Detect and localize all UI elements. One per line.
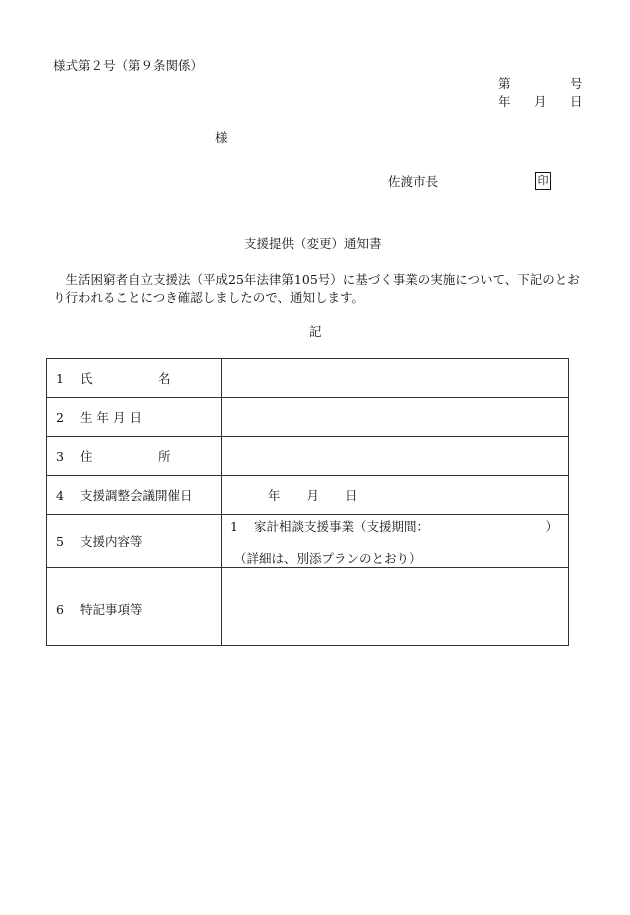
date-day: 日: [570, 94, 583, 109]
doc-number-suffix: 号: [570, 76, 583, 91]
table-row: [47, 515, 569, 568]
doc-number-prefix: 第: [498, 76, 511, 91]
seal-mark: 印: [535, 172, 551, 190]
meeting-day: 日: [345, 488, 358, 503]
document-title: 支援提供（変更）通知書: [244, 236, 382, 251]
date-year: 年: [498, 94, 511, 109]
row-label-address: 3 住 所: [47, 437, 222, 476]
form-number: 様式第２号（第９条関係）: [53, 58, 204, 73]
info-table: [46, 358, 569, 646]
meeting-date-value-cell[interactable]: [222, 476, 569, 515]
support-content-cell[interactable]: 1 家計相談支援事業（支援期間： ） （詳細は、別添プランのとおり）: [222, 515, 569, 568]
table-row: [47, 437, 569, 476]
table-row: [47, 359, 569, 398]
issuer: 佐渡市長: [388, 174, 439, 189]
addressee: 様: [215, 130, 228, 145]
table-row: [47, 476, 569, 515]
table-row: [47, 398, 569, 437]
support-item: 1 家計相談支援事業（支援期間：: [230, 519, 430, 534]
row-label-name: 1 氏 名: [47, 359, 222, 398]
row-label-support-content: 5 支援内容等: [47, 515, 222, 568]
address-value-cell[interactable]: [222, 437, 569, 476]
date-month: 月: [534, 94, 547, 109]
birthdate-value-cell[interactable]: [222, 398, 569, 437]
row-label-meeting-date: 4 支援調整会議開催日: [47, 476, 222, 515]
name-value-cell[interactable]: [222, 359, 569, 398]
ki-heading: 記: [309, 324, 322, 339]
table-row: [47, 568, 569, 646]
support-note: （詳細は、別添プランのとおり）: [234, 551, 422, 566]
row-label-special-notes: 6 特記事項等: [47, 568, 222, 646]
meeting-year: 年: [268, 488, 281, 503]
body-text: 生活困窮者自立支援法（平成25年法律第105号）に基づく事業の実施について、下記のとおり行われることにつき確認しましたので、通知します。: [53, 272, 580, 305]
special-notes-cell[interactable]: [222, 568, 569, 646]
meeting-month: 月: [306, 488, 320, 503]
row-label-birthdate: 2 生年月日: [47, 398, 222, 437]
document-number: [498, 76, 583, 92]
